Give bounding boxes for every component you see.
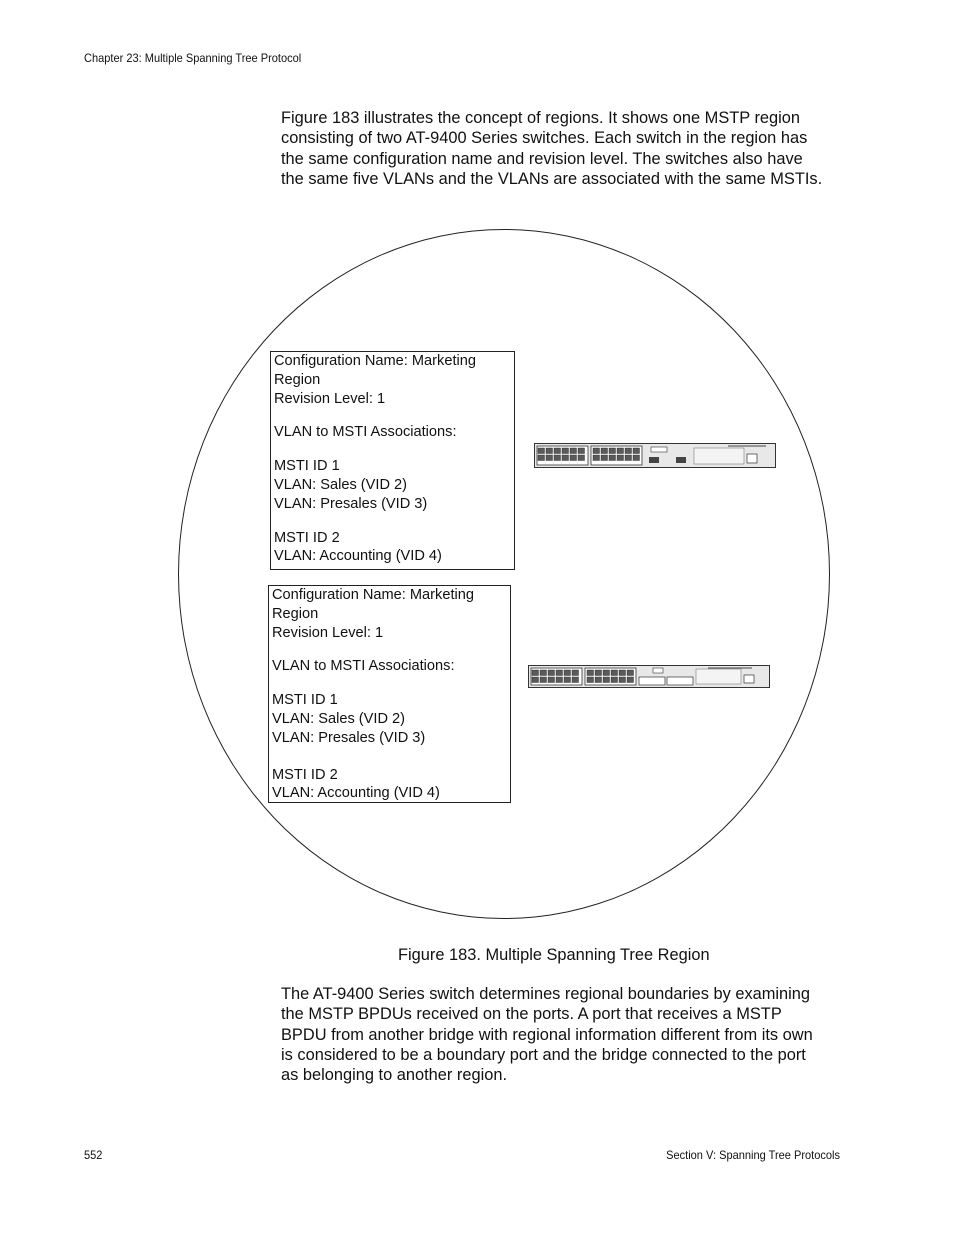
ethernet-port xyxy=(554,455,561,461)
ethernet-port xyxy=(556,670,563,676)
section-title: Section V: Spanning Tree Protocols xyxy=(666,1148,840,1162)
ethernet-port xyxy=(546,448,553,454)
revision-level-line: Revision Level: 1 xyxy=(272,624,384,641)
config-name-line: Region xyxy=(274,371,321,388)
vlan-line: VLAN: Presales (VID 3) xyxy=(272,729,426,746)
body-line: as belonging to another region. xyxy=(281,1066,507,1085)
ethernet-port xyxy=(562,448,569,454)
intro-paragraph xyxy=(281,108,851,189)
figure-caption: Figure 183. Multiple Spanning Tree Region xyxy=(398,946,710,964)
msti-id-line: MSTI ID 1 xyxy=(274,458,340,475)
ethernet-port xyxy=(617,448,624,454)
ethernet-port xyxy=(540,677,547,683)
ethernet-port xyxy=(556,677,563,683)
body-line: the MSTP BPDUs received on the ports. A port that receives a MSTP xyxy=(281,1005,782,1024)
ethernet-port xyxy=(540,670,547,676)
ethernet-port xyxy=(601,455,608,461)
intro-line: consisting of two AT-9400 Series switches. Each switch in the region has xyxy=(281,129,808,148)
ethernet-port xyxy=(617,455,624,461)
ethernet-port xyxy=(570,455,577,461)
intro-line: the same five VLANs and the VLANs are associated with the same MSTIs. xyxy=(281,169,823,188)
ethernet-port xyxy=(627,670,634,676)
switch-1-illustration xyxy=(534,443,776,468)
ethernet-port xyxy=(532,677,539,683)
config-name-line: Configuration Name: Marketing xyxy=(272,587,474,603)
ethernet-port xyxy=(564,670,571,676)
ethernet-port xyxy=(593,455,600,461)
msti-id-line: MSTI ID 2 xyxy=(272,766,338,783)
body-paragraph xyxy=(281,984,851,1085)
body-line: The AT-9400 Series switch determines regional boundaries by examining xyxy=(281,985,811,1003)
config-name-line: Region xyxy=(272,605,319,622)
ethernet-port xyxy=(619,670,626,676)
ethernet-port xyxy=(578,448,585,454)
ethernet-port xyxy=(603,677,610,683)
vlan-line: VLAN: Sales (VID 2) xyxy=(274,476,408,493)
associations-heading: VLAN to MSTI Associations: xyxy=(274,424,457,441)
ethernet-port xyxy=(611,677,618,683)
ethernet-port xyxy=(578,455,585,461)
ethernet-port xyxy=(609,455,616,461)
associations-heading: VLAN to MSTI Associations: xyxy=(272,658,455,675)
switch-1-config-box xyxy=(270,351,515,570)
ethernet-port xyxy=(633,448,640,454)
body-line: is considered to be a boundary port and the bridge connected to the port xyxy=(281,1045,806,1064)
config-name-line: Configuration Name: Marketing xyxy=(274,353,476,369)
ethernet-port xyxy=(548,670,555,676)
ethernet-port xyxy=(609,448,616,454)
intro-line: Figure 183 illustrates the concept of regions. It shows one MSTP region xyxy=(281,109,801,127)
mstp-region-circle xyxy=(178,229,830,919)
switch-2-illustration xyxy=(528,665,770,688)
intro-line: the same configuration name and revision level. The switches also have xyxy=(281,149,803,168)
ethernet-port xyxy=(633,455,640,461)
ethernet-port xyxy=(546,455,553,461)
page-number: 552 xyxy=(84,1148,103,1162)
ethernet-port xyxy=(627,677,634,683)
ethernet-port xyxy=(625,448,632,454)
ethernet-port xyxy=(538,448,545,454)
ethernet-port xyxy=(603,670,610,676)
vlan-line: VLAN: Sales (VID 2) xyxy=(272,710,406,727)
ethernet-port xyxy=(562,455,569,461)
ethernet-port xyxy=(595,670,602,676)
ethernet-port xyxy=(570,448,577,454)
revision-level-line: Revision Level: 1 xyxy=(274,390,386,407)
ethernet-port xyxy=(587,677,594,683)
ethernet-port xyxy=(554,448,561,454)
switch-2-config-box xyxy=(268,585,511,803)
vlan-line: VLAN: Presales (VID 3) xyxy=(274,495,428,512)
ethernet-port xyxy=(572,670,579,676)
ethernet-port xyxy=(564,677,571,683)
vlan-line: VLAN: Accounting (VID 4) xyxy=(274,548,442,565)
msti-id-line: MSTI ID 2 xyxy=(274,529,340,546)
ethernet-port xyxy=(587,670,594,676)
msti-id-line: MSTI ID 1 xyxy=(272,692,338,709)
ethernet-port xyxy=(625,455,632,461)
ethernet-port xyxy=(611,670,618,676)
ethernet-port xyxy=(548,677,555,683)
running-header: Chapter 23: Multiple Spanning Tree Protocol xyxy=(84,51,302,65)
ethernet-port xyxy=(538,455,545,461)
ethernet-port xyxy=(619,677,626,683)
ethernet-port xyxy=(593,448,600,454)
vlan-line: VLAN: Accounting (VID 4) xyxy=(272,785,440,802)
ethernet-port xyxy=(595,677,602,683)
ethernet-port xyxy=(601,448,608,454)
body-line: BPDU from another bridge with regional information different from its own xyxy=(281,1025,813,1044)
ethernet-port xyxy=(532,670,539,676)
ethernet-port xyxy=(572,677,579,683)
